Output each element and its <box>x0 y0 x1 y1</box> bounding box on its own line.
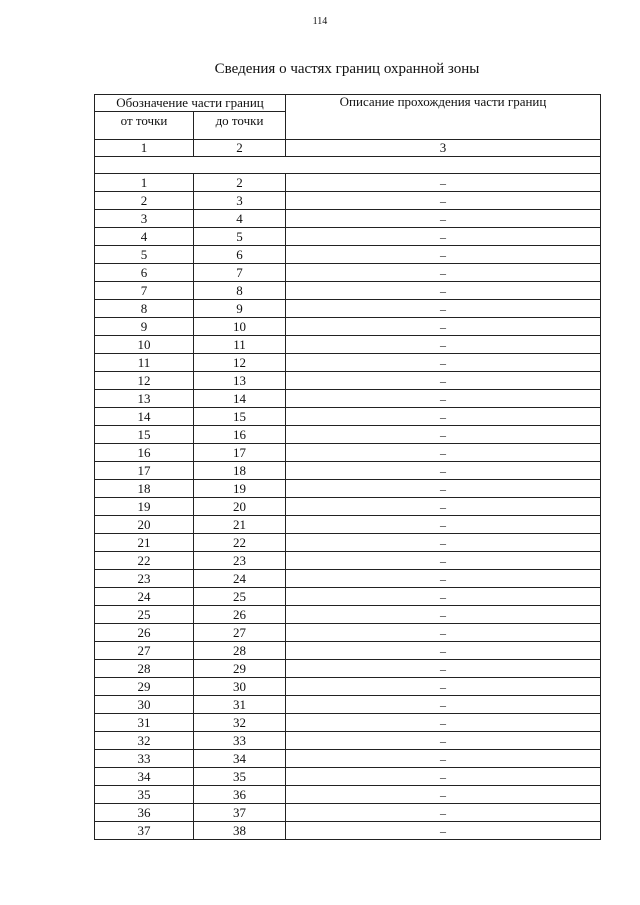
table-row <box>95 642 601 660</box>
to-point-cell: 4 <box>194 210 286 228</box>
description-cell: – <box>286 372 601 390</box>
table-row <box>95 534 601 552</box>
to-point-cell: 3 <box>194 192 286 210</box>
description-cell: – <box>286 210 601 228</box>
description-cell: – <box>286 732 601 750</box>
from-point-cell: 22 <box>95 552 194 570</box>
from-point-cell: 13 <box>95 390 194 408</box>
from-point-cell: 19 <box>95 498 194 516</box>
table-row <box>95 588 601 606</box>
from-point-cell: 16 <box>95 444 194 462</box>
table-row <box>95 264 601 282</box>
to-point-cell: 35 <box>194 768 286 786</box>
to-point-cell: 12 <box>194 354 286 372</box>
description-cell: – <box>286 714 601 732</box>
table-row <box>95 390 601 408</box>
from-point-cell: 30 <box>95 696 194 714</box>
to-point-cell: 27 <box>194 624 286 642</box>
description-cell: – <box>286 228 601 246</box>
table-row <box>95 660 601 678</box>
from-point-cell: 24 <box>95 588 194 606</box>
from-point-cell: 21 <box>95 534 194 552</box>
description-cell: – <box>286 174 601 192</box>
to-point-cell: 8 <box>194 282 286 300</box>
description-cell: – <box>286 804 601 822</box>
description-cell: – <box>286 282 601 300</box>
from-point-cell: 27 <box>95 642 194 660</box>
from-point-cell: 17 <box>95 462 194 480</box>
page-number: 114 <box>312 16 328 27</box>
table-row <box>95 714 601 732</box>
table-row <box>95 678 601 696</box>
to-point-cell: 11 <box>194 336 286 354</box>
table-row <box>95 552 601 570</box>
table-row <box>95 606 601 624</box>
description-cell: – <box>286 696 601 714</box>
blank-cell <box>95 157 601 174</box>
description-cell: – <box>286 552 601 570</box>
description-cell: – <box>286 624 601 642</box>
to-point-cell: 6 <box>194 246 286 264</box>
from-point-cell: 11 <box>95 354 194 372</box>
header-description: Описание прохождения части границ <box>286 95 601 140</box>
from-point-cell: 20 <box>95 516 194 534</box>
from-point-cell: 8 <box>95 300 194 318</box>
from-point-cell: 4 <box>95 228 194 246</box>
table-row <box>95 210 601 228</box>
description-cell: – <box>286 822 601 840</box>
table-row <box>95 462 601 480</box>
to-point-cell: 37 <box>194 804 286 822</box>
table-row <box>95 624 601 642</box>
from-point-cell: 5 <box>95 246 194 264</box>
table-row <box>95 300 601 318</box>
description-cell: – <box>286 426 601 444</box>
to-point-cell: 2 <box>194 174 286 192</box>
table-row <box>95 750 601 768</box>
to-point-cell: 22 <box>194 534 286 552</box>
description-cell: – <box>286 768 601 786</box>
table-row <box>95 786 601 804</box>
table-row <box>95 570 601 588</box>
table-row <box>95 408 601 426</box>
to-point-cell: 5 <box>194 228 286 246</box>
table-row <box>95 516 601 534</box>
description-cell: – <box>286 750 601 768</box>
from-point-cell: 25 <box>95 606 194 624</box>
from-point-cell: 34 <box>95 768 194 786</box>
from-point-cell: 36 <box>95 804 194 822</box>
header-boundary-designation: Обозначение части границ <box>95 95 286 112</box>
from-point-cell: 35 <box>95 786 194 804</box>
from-point-cell: 37 <box>95 822 194 840</box>
description-cell: – <box>286 480 601 498</box>
table-row <box>95 336 601 354</box>
description-cell: – <box>286 318 601 336</box>
to-point-cell: 13 <box>194 372 286 390</box>
to-point-cell: 34 <box>194 750 286 768</box>
description-cell: – <box>286 336 601 354</box>
table-row <box>95 444 601 462</box>
to-point-cell: 14 <box>194 390 286 408</box>
from-point-cell: 28 <box>95 660 194 678</box>
table-row <box>95 480 601 498</box>
to-point-cell: 33 <box>194 732 286 750</box>
table-row <box>95 804 601 822</box>
from-point-cell: 33 <box>95 750 194 768</box>
table-row <box>95 354 601 372</box>
to-point-cell: 18 <box>194 462 286 480</box>
from-point-cell: 14 <box>95 408 194 426</box>
from-point-cell: 7 <box>95 282 194 300</box>
column-number: 2 <box>194 140 286 157</box>
description-cell: – <box>286 786 601 804</box>
description-cell: – <box>286 264 601 282</box>
table-row <box>95 174 601 192</box>
description-cell: – <box>286 570 601 588</box>
to-point-cell: 29 <box>194 660 286 678</box>
description-cell: – <box>286 642 601 660</box>
boundary-parts-table <box>94 94 601 840</box>
to-point-cell: 36 <box>194 786 286 804</box>
table-header <box>95 95 601 140</box>
description-cell: – <box>286 462 601 480</box>
description-cell: – <box>286 300 601 318</box>
from-point-cell: 29 <box>95 678 194 696</box>
description-cell: – <box>286 588 601 606</box>
table-row <box>95 372 601 390</box>
from-point-cell: 23 <box>95 570 194 588</box>
header-to-point: до точки <box>194 112 286 140</box>
table-row <box>95 228 601 246</box>
to-point-cell: 15 <box>194 408 286 426</box>
column-number: 1 <box>95 140 194 157</box>
to-point-cell: 24 <box>194 570 286 588</box>
from-point-cell: 9 <box>95 318 194 336</box>
from-point-cell: 26 <box>95 624 194 642</box>
table-row <box>95 282 601 300</box>
from-point-cell: 18 <box>95 480 194 498</box>
from-point-cell: 3 <box>95 210 194 228</box>
description-cell: – <box>286 354 601 372</box>
table-body <box>95 140 601 840</box>
description-cell: – <box>286 660 601 678</box>
to-point-cell: 26 <box>194 606 286 624</box>
description-cell: – <box>286 678 601 696</box>
to-point-cell: 31 <box>194 696 286 714</box>
from-point-cell: 2 <box>95 192 194 210</box>
description-cell: – <box>286 192 601 210</box>
column-number: 3 <box>286 140 601 157</box>
to-point-cell: 20 <box>194 498 286 516</box>
description-cell: – <box>286 498 601 516</box>
table-row <box>95 498 601 516</box>
table-row <box>95 318 601 336</box>
description-cell: – <box>286 534 601 552</box>
from-point-cell: 15 <box>95 426 194 444</box>
to-point-cell: 16 <box>194 426 286 444</box>
to-point-cell: 23 <box>194 552 286 570</box>
table-row <box>95 822 601 840</box>
from-point-cell: 6 <box>95 264 194 282</box>
from-point-cell: 1 <box>95 174 194 192</box>
description-cell: – <box>286 390 601 408</box>
table-row <box>95 192 601 210</box>
to-point-cell: 21 <box>194 516 286 534</box>
table-row <box>95 426 601 444</box>
to-point-cell: 25 <box>194 588 286 606</box>
from-point-cell: 32 <box>95 732 194 750</box>
table-row <box>95 696 601 714</box>
from-point-cell: 10 <box>95 336 194 354</box>
table-row <box>95 768 601 786</box>
from-point-cell: 31 <box>95 714 194 732</box>
to-point-cell: 7 <box>194 264 286 282</box>
to-point-cell: 10 <box>194 318 286 336</box>
to-point-cell: 9 <box>194 300 286 318</box>
blank-row <box>95 157 601 174</box>
table-row <box>95 732 601 750</box>
to-point-cell: 38 <box>194 822 286 840</box>
to-point-cell: 17 <box>194 444 286 462</box>
description-cell: – <box>286 246 601 264</box>
to-point-cell: 19 <box>194 480 286 498</box>
description-cell: – <box>286 606 601 624</box>
description-cell: – <box>286 516 601 534</box>
header-from-point: от точки <box>95 112 194 140</box>
description-cell: – <box>286 444 601 462</box>
from-point-cell: 12 <box>95 372 194 390</box>
table-row <box>95 246 601 264</box>
to-point-cell: 30 <box>194 678 286 696</box>
column-number-row <box>95 140 601 157</box>
to-point-cell: 32 <box>194 714 286 732</box>
description-cell: – <box>286 408 601 426</box>
document-title: Сведения о частях границ охранной зоны <box>214 61 480 77</box>
to-point-cell: 28 <box>194 642 286 660</box>
